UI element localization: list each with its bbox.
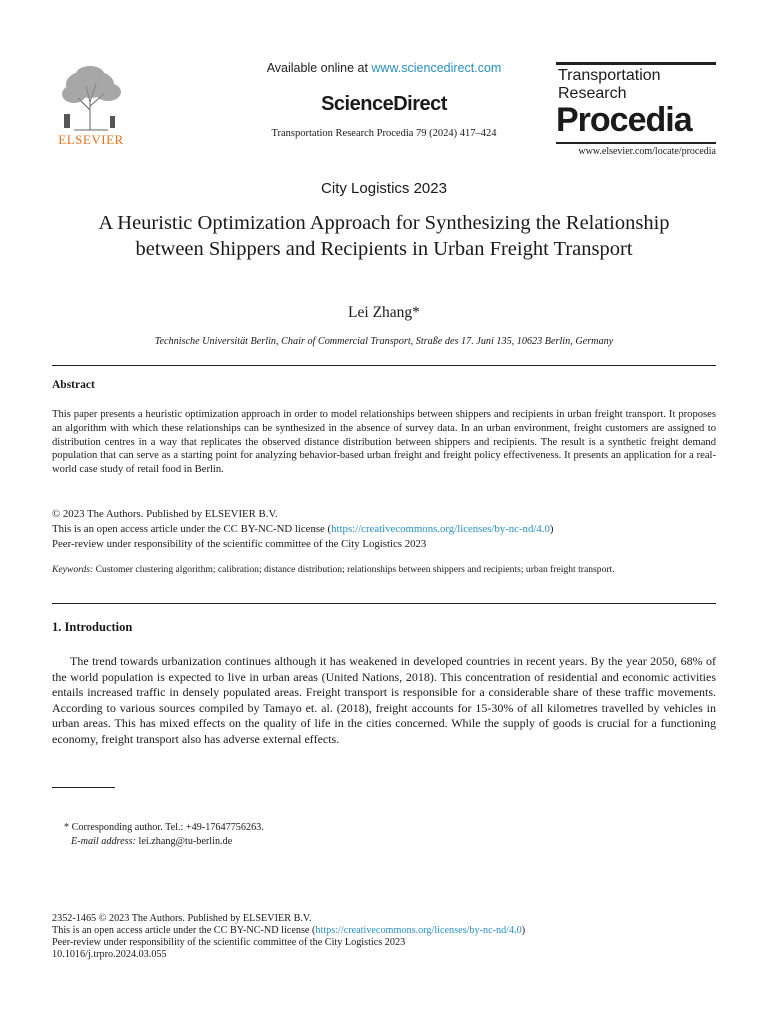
- footnote-email-label: E-mail address:: [71, 836, 136, 847]
- elsevier-wordmark: ELSEVIER: [58, 132, 124, 147]
- abstract-license-prefix: This is an open access article under the CC BY-NC-ND license (: [52, 523, 332, 535]
- paper-title: A Heuristic Optimization Approach for Synthesizing the Relationship between Shippers and Recipients in Urban Freight Transport: [98, 212, 670, 260]
- abstract-license-suffix: ): [549, 523, 554, 535]
- footer-license: [52, 925, 525, 937]
- sciencedirect-logo: ScienceDirect: [321, 93, 447, 115]
- intro-heading: 1. Introduction: [52, 620, 133, 634]
- footnote-corresponding: * Corresponding author. Tel.: +49-17647756263.: [64, 822, 264, 833]
- keywords-label: Keywords:: [52, 564, 94, 575]
- abstract-body: This paper presents a heuristic optimization approach in order to model relationships between shippers and recipients in urban freight transport. It proposes an algorithm with which these relationships can be synthesized in the absence of survey data. In an urban environment, freight customers are assigned to distribution centres in a way that replicates the observed distance distribution between shippers and recipients. The result is a synthetic freight demand population that can serve as a starting point for analyzing behavior-based urban freight and freight policy effectiveness. It presents an application for a real-world case study of retail food in Berlin.: [52, 409, 716, 476]
- journal-logo-bottom-rule: [556, 142, 716, 144]
- journal-url[interactable]: www.elsevier.com/locate/procedia: [578, 146, 716, 157]
- footer-license-link[interactable]: https://creativecommons.org/licenses/by-nc-nd/4.0: [315, 925, 522, 936]
- footnote-email-address[interactable]: lei.zhang@tu-berlin.de: [136, 836, 233, 847]
- footer-doi[interactable]: 10.1016/j.trpro.2024.03.055: [52, 949, 167, 960]
- journal-citation: Transportation Research Procedia 79 (2024) 417–424: [271, 128, 497, 139]
- journal-logo-line2: Research: [558, 85, 627, 102]
- keywords-list: Customer clustering algorithm; calibration; distance distribution; relationships between shippers and recipients; urban freight transport.: [93, 564, 615, 575]
- abstract-peer-review: Peer-review under responsibility of the scientific committee of the City Logistics 2023: [52, 538, 427, 550]
- available-online-prefix: Available online at: [266, 61, 372, 75]
- abstract-license: [52, 522, 553, 536]
- abstract-bottom-rule: [52, 603, 716, 604]
- journal-logo-top-rule: [556, 62, 716, 65]
- abstract-license-link[interactable]: https://creativecommons.org/licenses/by-nc-nd/4.0: [331, 523, 550, 535]
- elsevier-tree-icon: [52, 62, 130, 132]
- footnote-email: [71, 836, 232, 847]
- footnote-rule: [52, 787, 115, 788]
- author-name: Lei Zhang*: [348, 304, 420, 321]
- abstract-heading: Abstract: [52, 379, 95, 391]
- elsevier-logo: [52, 62, 130, 148]
- journal-logo-line3: Procedia: [556, 101, 692, 139]
- footer-license-prefix: This is an open access article under the CC BY-NC-ND license (: [52, 925, 316, 936]
- journal-logo-line1: Transportation: [558, 67, 661, 84]
- journal-logo: [556, 62, 716, 162]
- abstract-top-rule: [52, 365, 716, 366]
- footer-peer-review: Peer-review under responsibility of the scientific committee of the City Logistics 2023: [52, 937, 406, 948]
- footer-issn: 2352-1465 © 2023 The Authors. Published by ELSEVIER B.V.: [52, 913, 312, 924]
- intro-body: The trend towards urbanization continues although it has weakened in developed countries in recent years. By the year 2050, 68% of the world population is expected to live in urban areas (United Nations, 2018). This concentration of residential and economic activities entails increased traffic in densely populated areas. Freight transport is responsible for a considerable share of these traffic movements. According to various sources compiled by Tamayo et. al. (2018), freight accounts for 15-30% of all kilometres travelled by vehicles in urban areas. This has mixed effects on the quality of life in the cities concerned. While the supply of goods is crucial for a functioning economy, freight transport also has adverse external effects.: [52, 654, 716, 746]
- available-online: [170, 61, 598, 75]
- footer-license-suffix: ): [521, 925, 526, 936]
- sciencedirect-link[interactable]: www.sciencedirect.com: [371, 61, 502, 75]
- keywords: [52, 563, 716, 576]
- affiliation: Technische Universität Berlin, Chair of Commercial Transport, Straße des 17. Juni 135, 10623 Berlin, Germany: [154, 336, 614, 347]
- abstract-copyright: © 2023 The Authors. Published by ELSEVIER B.V.: [52, 508, 278, 520]
- conference-name: City Logistics 2023: [321, 180, 447, 197]
